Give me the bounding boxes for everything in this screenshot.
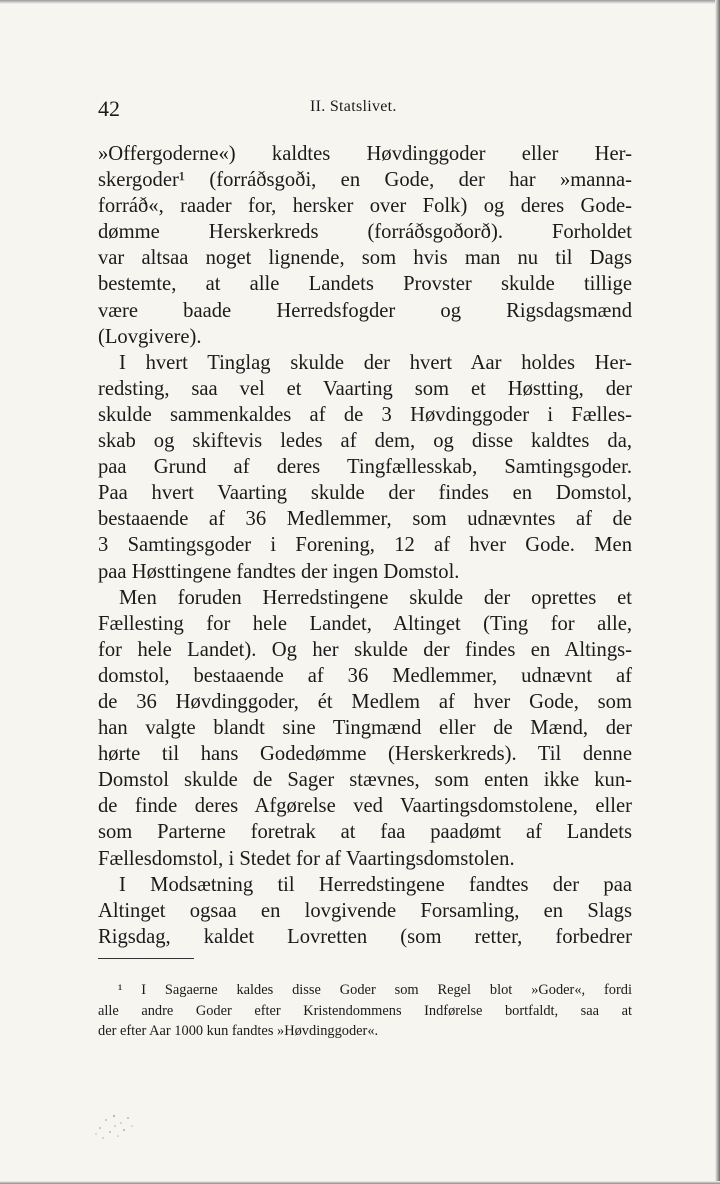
- body-text: [98, 141, 632, 950]
- text-line: »Offergoderne«) kaldtes Høvdinggoder eller Her-: [98, 143, 632, 165]
- running-head: II. Statslivet.: [310, 98, 397, 115]
- text-line: I Modsætning til Herredstingene fandtes der paa: [119, 873, 632, 896]
- text-line: Fællesdomstol, i Stedet for af Vaartingsdomstolen.: [98, 847, 515, 870]
- text-line: hørte til hans Godedømme (Herskerkreds). Til denne: [98, 743, 632, 766]
- text-line: Rigsdag, kaldet Lovretten (som retter, forbedrer: [98, 925, 632, 948]
- text-line: (Lovgivere).: [98, 325, 202, 348]
- footnote-line: der efter Aar 1000 kun fandtes »Høvdinggoder«.: [98, 1023, 379, 1039]
- text-line: skulde sammenkaldes af de 3 Høvdinggoder i Fælles-: [98, 403, 632, 426]
- text-line: de 36 Høvdinggoder, ét Medlem af hver Gode, som: [98, 690, 632, 713]
- text-line: han valgte blandt sine Tingmænd eller de Mænd, der: [98, 717, 632, 740]
- text-line: Domstol skulde de Sager stævnes, som enten ikke kun-: [98, 769, 632, 792]
- text-line: domstol, bestaaende af 36 Medlemmer, udnævnt af: [98, 664, 632, 687]
- text-line: Fællesting for hele Landet, Altinget (Ting for alle,: [98, 612, 632, 635]
- text-line: redsting, saa vel et Vaarting som et Høstting, der: [98, 377, 632, 400]
- text-line: bestaaende af 36 Medlemmer, som udnævntes af de: [98, 508, 632, 531]
- page-top-edge: [0, 0, 720, 4]
- text-line: de finde deres Afgørelse ved Vaartingsdomstolene, eller: [98, 795, 632, 818]
- page-number: 42: [98, 96, 120, 121]
- text-line: var altsaa noget lignende, som hvis man nu til Dags: [98, 247, 632, 270]
- footnote: [98, 980, 632, 1042]
- text-line: skab og skiftevis ledes af dem, og disse kaldtes da,: [98, 430, 632, 453]
- text-line: Men foruden Herredstingene skulde der oprettes et: [119, 586, 632, 609]
- library-stamp-mark: [88, 1098, 148, 1148]
- footnote-line: alle andre Goder efter Kristendommens Indførelse bortfaldt, saa at: [98, 1002, 632, 1019]
- text-line: paa Grund af deres Tingfællesskab, Samtingsgoder.: [98, 456, 632, 479]
- text-line: være baade Herredsfogder og Rigsdagsmænd: [98, 299, 632, 322]
- text-line: som Parterne foretrak at faa paadømt af Landets: [98, 821, 632, 844]
- page-header: [98, 96, 632, 126]
- text-line: for hele Landet). Og her skulde der findes en Altings-: [98, 638, 632, 661]
- text-line: skergoder¹ (forráðsgoði, en Gode, der har »manna-: [98, 169, 632, 192]
- text-line: Altinget ogsaa en lovgivende Forsamling, en Slags: [98, 899, 632, 922]
- footnote-line: ¹ I Sagaerne kaldes disse Goder som Regel blot »Goder«, fordi: [118, 982, 632, 998]
- text-line: Paa hvert Vaarting skulde der findes en Domstol,: [98, 482, 632, 505]
- text-line: bestemte, at alle Landets Provster skulde tillige: [98, 273, 632, 296]
- text-line: paa Høsttingene fandtes der ingen Domstol.: [98, 560, 460, 583]
- text-line: 3 Samtingsgoder i Forening, 12 af hver Gode. Men: [98, 534, 632, 557]
- text-line: dømme Herskerkreds (forráðsgoðorð). Forholdet: [98, 221, 632, 244]
- text-line: I hvert Tinglag skulde der hvert Aar holdes Her-: [119, 351, 632, 374]
- text-line: forráð«, raader for, hersker over Folk) og deres Gode-: [98, 195, 632, 218]
- page-right-edge: [715, 0, 720, 1184]
- footnote-divider: [98, 958, 194, 959]
